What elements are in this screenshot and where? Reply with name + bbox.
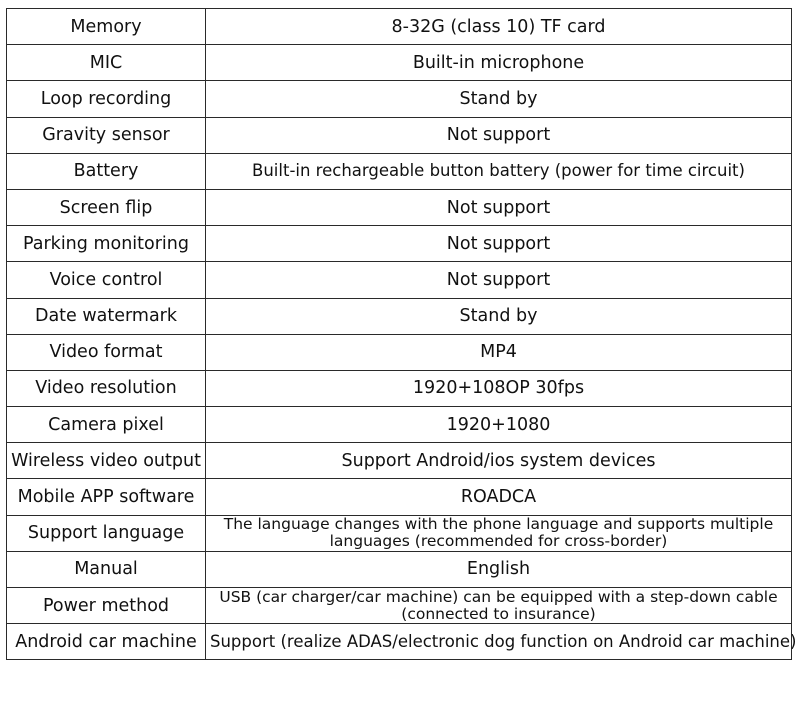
row-label-gravity-sensor: Gravity sensor bbox=[7, 117, 206, 153]
row-value-voice-control: Not support bbox=[206, 262, 792, 298]
row-label-loop-recording: Loop recording bbox=[7, 81, 206, 117]
table-row bbox=[7, 45, 792, 81]
table-row bbox=[7, 624, 792, 660]
row-value-video-resolution: 1920+108OP 30fps bbox=[206, 370, 792, 406]
row-label-screen-flip: Screen flip bbox=[7, 189, 206, 225]
table-row bbox=[7, 81, 792, 117]
table-row bbox=[7, 189, 792, 225]
row-value-power-method: USB (car charger/car machine) can be equipped with a step-down cable (connected to insurance) bbox=[206, 588, 792, 624]
row-value-date-watermark: Stand by bbox=[206, 298, 792, 334]
row-value-camera-pixel: 1920+1080 bbox=[206, 407, 792, 443]
row-label-mobile-app-software: Mobile APP software bbox=[7, 479, 206, 515]
row-value-battery: Built-in rechargeable button battery (power for time circuit) bbox=[206, 153, 792, 189]
row-value-mobile-app-software: ROADCA bbox=[206, 479, 792, 515]
row-value-android-car-machine: Support (realize ADAS/electronic dog function on Android car machine) bbox=[206, 624, 792, 660]
table-row bbox=[7, 226, 792, 262]
row-label-mic: MIC bbox=[7, 45, 206, 81]
row-value-video-format: MP4 bbox=[206, 334, 792, 370]
row-label-memory: Memory bbox=[7, 9, 206, 45]
table-row bbox=[7, 479, 792, 515]
row-label-video-resolution: Video resolution bbox=[7, 370, 206, 406]
table-row bbox=[7, 370, 792, 406]
row-label-wireless-video-output: Wireless video output bbox=[7, 443, 206, 479]
table-row bbox=[7, 588, 792, 624]
row-label-parking-monitoring: Parking monitoring bbox=[7, 226, 206, 262]
table-row bbox=[7, 407, 792, 443]
row-value-gravity-sensor: Not support bbox=[206, 117, 792, 153]
table-row bbox=[7, 9, 792, 45]
row-value-parking-monitoring: Not support bbox=[206, 226, 792, 262]
table-row bbox=[7, 515, 792, 551]
table-row bbox=[7, 443, 792, 479]
row-value-manual: English bbox=[206, 551, 792, 587]
spec-table bbox=[6, 8, 797, 660]
row-value-wireless-video-output: Support Android/ios system devices bbox=[206, 443, 792, 479]
table-row bbox=[7, 298, 792, 334]
row-label-camera-pixel: Camera pixel bbox=[7, 407, 206, 443]
row-label-video-format: Video format bbox=[7, 334, 206, 370]
table-row bbox=[7, 262, 792, 298]
row-value-memory: 8-32G (class 10) TF card bbox=[206, 9, 792, 45]
table-row bbox=[7, 153, 792, 189]
table-row bbox=[7, 551, 792, 587]
table-row bbox=[7, 334, 792, 370]
row-value-support-language: The language changes with the phone language and supports multiple languages (recommended for cross-border) bbox=[206, 515, 792, 551]
row-label-voice-control: Voice control bbox=[7, 262, 206, 298]
row-label-manual: Manual bbox=[7, 551, 206, 587]
row-value-mic: Built-in microphone bbox=[206, 45, 792, 81]
row-label-date-watermark: Date watermark bbox=[7, 298, 206, 334]
row-label-power-method: Power method bbox=[7, 588, 206, 624]
row-label-support-language: Support language bbox=[7, 515, 206, 551]
row-label-battery: Battery bbox=[7, 153, 206, 189]
table-row bbox=[7, 117, 792, 153]
row-value-screen-flip: Not support bbox=[206, 189, 792, 225]
row-label-android-car-machine: Android car machine bbox=[7, 624, 206, 660]
row-value-loop-recording: Stand by bbox=[206, 81, 792, 117]
